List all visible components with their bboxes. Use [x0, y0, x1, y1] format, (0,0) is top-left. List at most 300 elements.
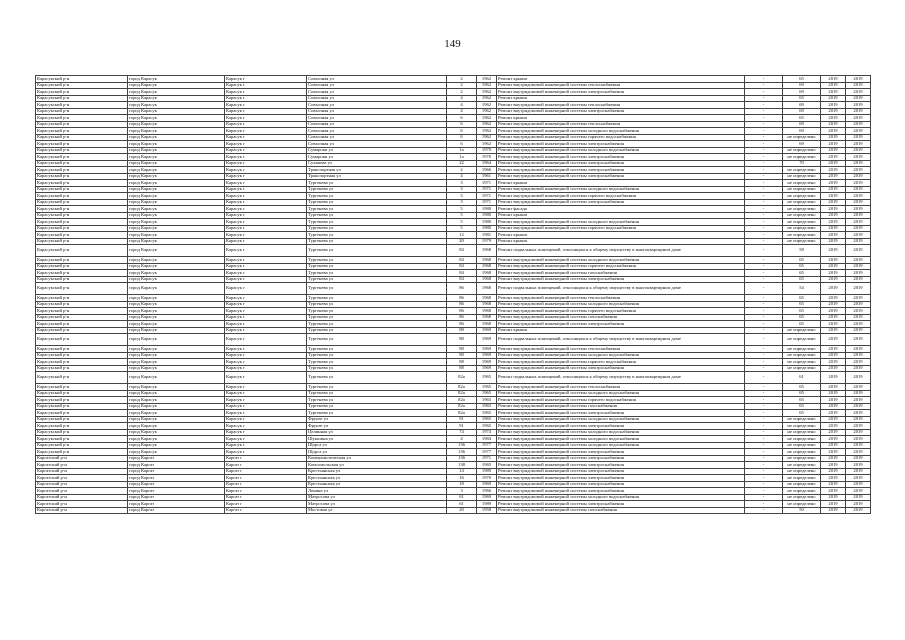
house-number-cell: 4: [447, 108, 477, 115]
cost-cell: не определено: [783, 365, 821, 372]
settlement-cell: Карасук г: [225, 199, 307, 206]
cost-cell: 69: [783, 89, 821, 96]
district-cell: Карасукский р-н: [36, 429, 128, 436]
end-year-cell: 2019: [846, 423, 871, 430]
end-year-cell: 2019: [846, 488, 871, 495]
street-cell: Комсомольская ул: [307, 462, 447, 469]
cost-cell: 65: [783, 314, 821, 321]
build-year-cell: 1989: [477, 468, 497, 475]
settlement-cell: Карасук г: [225, 429, 307, 436]
district-cell: Карасукский р-н: [36, 359, 128, 366]
end-year-cell: 2019: [846, 167, 871, 174]
work-type-cell: Ремонт внутридомовой инженерной системы горячего водоснабжения: [497, 397, 745, 404]
city-cell: город Карасук: [128, 193, 225, 200]
city-cell: город Карасук: [128, 95, 225, 102]
street-cell: Тургенева ул: [307, 410, 447, 417]
cost-cell: 69: [783, 128, 821, 135]
cost-cell: не определено: [783, 199, 821, 206]
work-type-cell: Ремонт внутридомовой инженерной системы электроснабжения: [497, 108, 745, 115]
street-cell: Тургенева ул: [307, 384, 447, 391]
district-cell: Карасукский р-н: [36, 121, 128, 128]
build-year-cell: 1968: [477, 257, 497, 264]
work-type-cell: Ремонт внутридомовой инженерной системы холодного водоснабжения: [497, 186, 745, 193]
district-cell: Карасукский р-н: [36, 232, 128, 239]
dash-cell: -: [745, 283, 783, 295]
end-year-cell: 2019: [846, 507, 871, 514]
end-year-cell: 2019: [846, 384, 871, 391]
work-type-cell: Ремонт крыши: [497, 212, 745, 219]
dash-cell: -: [745, 238, 783, 245]
work-type-cell: Ремонт крыши: [497, 238, 745, 245]
end-year-cell: 2019: [846, 219, 871, 226]
street-cell: Тургенева ул: [307, 238, 447, 245]
table-row: [36, 507, 871, 514]
street-cell: Совхозная ул: [307, 76, 447, 83]
street-cell: Тургенева ул: [307, 359, 447, 366]
end-year-cell: 2019: [846, 397, 871, 404]
start-year-cell: 2019: [821, 488, 846, 495]
start-year-cell: 2019: [821, 199, 846, 206]
settlement-cell: Карасук г: [225, 372, 307, 384]
work-type-cell: Ремонт внутридомовой инженерной системы электроснабжения: [497, 462, 745, 469]
start-year-cell: 2019: [821, 468, 846, 475]
cost-cell: не определено: [783, 475, 821, 482]
street-cell: Целинная ул: [307, 429, 447, 436]
street-cell: Тургенева ул: [307, 270, 447, 277]
street-cell: Щорса ул: [307, 449, 447, 456]
start-year-cell: 2019: [821, 212, 846, 219]
district-cell: Каргатский р-н: [36, 507, 128, 514]
city-cell: город Карасук: [128, 301, 225, 308]
cost-cell: 61: [783, 372, 821, 384]
cost-cell: 65: [783, 321, 821, 328]
settlement-cell: Карасук г: [225, 238, 307, 245]
start-year-cell: 2019: [821, 308, 846, 315]
settlement-cell: Карасук г: [225, 245, 307, 257]
city-cell: город Карасук: [128, 390, 225, 397]
start-year-cell: 2019: [821, 416, 846, 423]
city-cell: город Карасук: [128, 76, 225, 83]
district-cell: Карасукский р-н: [36, 283, 128, 295]
city-cell: город Карасук: [128, 257, 225, 264]
end-year-cell: 2019: [846, 180, 871, 187]
build-year-cell: 1971: [477, 193, 497, 200]
end-year-cell: 2019: [846, 429, 871, 436]
house-number-cell: 22: [447, 160, 477, 167]
build-year-cell: 1961: [477, 173, 497, 180]
house-number-cell: 86: [447, 321, 477, 328]
work-type-cell: Ремонт внутридомовой инженерной системы электроснабжения: [497, 173, 745, 180]
work-type-cell: Ремонт внутридомовой инженерной системы газоснабжения: [497, 403, 745, 410]
street-cell: Фрунзе ул: [307, 416, 447, 423]
dash-cell: -: [745, 147, 783, 154]
start-year-cell: 2019: [821, 76, 846, 83]
build-year-cell: 1968: [477, 295, 497, 302]
settlement-cell: Карасук г: [225, 270, 307, 277]
dash-cell: -: [745, 89, 783, 96]
dash-cell: -: [745, 199, 783, 206]
city-cell: город Карасук: [128, 238, 225, 245]
city-cell: город Карасук: [128, 102, 225, 109]
start-year-cell: 2019: [821, 154, 846, 161]
city-cell: город Карасук: [128, 219, 225, 226]
start-year-cell: 2019: [821, 219, 846, 226]
dash-cell: -: [745, 193, 783, 200]
district-cell: Карасукский р-н: [36, 384, 128, 391]
district-cell: Карасукский р-н: [36, 416, 128, 423]
end-year-cell: 2019: [846, 121, 871, 128]
dash-cell: -: [745, 219, 783, 226]
house-number-cell: 2: [447, 82, 477, 89]
district-cell: Карасукский р-н: [36, 134, 128, 141]
end-year-cell: 2019: [846, 327, 871, 334]
street-cell: Транспортная ул: [307, 167, 447, 174]
work-type-cell: Ремонт внутридомовой инженерной системы газоснабжения: [497, 270, 745, 277]
house-number-cell: 5: [447, 206, 477, 213]
work-type-cell: Ремонт внутридомовой инженерной системы горячего водоснабжения: [497, 193, 745, 200]
street-cell: Мостовая ул: [307, 507, 447, 514]
cost-cell: не определено: [783, 327, 821, 334]
start-year-cell: 2019: [821, 494, 846, 501]
district-cell: Карасукский р-н: [36, 108, 128, 115]
settlement-cell: Карасук г: [225, 365, 307, 372]
street-cell: Тургенева ул: [307, 397, 447, 404]
build-year-cell: 1974: [477, 429, 497, 436]
cost-cell: не определено: [783, 154, 821, 161]
house-number-cell: 82а: [447, 390, 477, 397]
start-year-cell: 2019: [821, 475, 846, 482]
cost-cell: 54: [783, 283, 821, 295]
build-year-cell: 1966: [477, 488, 497, 495]
house-number-cell: 16: [447, 475, 477, 482]
city-cell: город Карасук: [128, 314, 225, 321]
house-number-cell: 3: [447, 193, 477, 200]
settlement-cell: Карасук г: [225, 141, 307, 148]
dash-cell: -: [745, 410, 783, 417]
cost-cell: не определено: [783, 334, 821, 346]
city-cell: город Карасук: [128, 89, 225, 96]
district-cell: Карасукский р-н: [36, 82, 128, 89]
end-year-cell: 2019: [846, 128, 871, 135]
dash-cell: -: [745, 346, 783, 353]
city-cell: город Каргат: [128, 468, 225, 475]
work-type-cell: Ремонт внутридомовой инженерной системы электроснабжения: [497, 423, 745, 430]
dash-cell: -: [745, 397, 783, 404]
end-year-cell: 2019: [846, 442, 871, 449]
district-cell: Карасукский р-н: [36, 160, 128, 167]
house-number-cell: 84: [447, 245, 477, 257]
table-body: [36, 76, 871, 514]
street-cell: Тургенева ул: [307, 180, 447, 187]
cost-cell: 65: [783, 384, 821, 391]
start-year-cell: 2019: [821, 301, 846, 308]
settlement-cell: Каргат г: [225, 507, 307, 514]
dash-cell: -: [745, 481, 783, 488]
build-year-cell: 1968: [477, 314, 497, 321]
work-type-cell: Ремонт внутридомовой инженерной системы холодного водоснабжения: [497, 147, 745, 154]
page-number: 149: [444, 38, 461, 50]
cost-cell: 65: [783, 410, 821, 417]
district-cell: Карасукский р-н: [36, 436, 128, 443]
street-cell: Совхозная ул: [307, 121, 447, 128]
district-cell: Карасукский р-н: [36, 128, 128, 135]
end-year-cell: 2019: [846, 308, 871, 315]
street-cell: Тургенева ул: [307, 263, 447, 270]
district-cell: Карасукский р-н: [36, 372, 128, 384]
dash-cell: -: [745, 160, 783, 167]
street-cell: Тургенева ул: [307, 245, 447, 257]
start-year-cell: 2019: [821, 462, 846, 469]
start-year-cell: 2019: [821, 180, 846, 187]
district-cell: Каргатский р-н: [36, 475, 128, 482]
end-year-cell: 2019: [846, 352, 871, 359]
settlement-cell: Карасук г: [225, 449, 307, 456]
house-number-cell: 84: [447, 276, 477, 283]
end-year-cell: 2019: [846, 206, 871, 213]
work-type-cell: Ремонт внутридомовой инженерной системы горячего водоснабжения: [497, 308, 745, 315]
work-type-cell: Ремонт внутридомовой инженерной системы горячего водоснабжения: [497, 359, 745, 366]
dash-cell: -: [745, 429, 783, 436]
street-cell: Коммунистическая ул: [307, 455, 447, 462]
end-year-cell: 2019: [846, 276, 871, 283]
end-year-cell: 2019: [846, 193, 871, 200]
city-cell: город Карасук: [128, 449, 225, 456]
settlement-cell: Карасук г: [225, 384, 307, 391]
work-type-cell: Ремонт внутридомовой инженерной системы электроснабжения: [497, 455, 745, 462]
build-year-cell: 1962: [477, 141, 497, 148]
settlement-cell: Карасук г: [225, 390, 307, 397]
cost-cell: не определено: [783, 225, 821, 232]
house-number-cell: 86: [447, 295, 477, 302]
work-type-cell: Ремонт внутридомовой инженерной системы электроснабжения: [497, 321, 745, 328]
house-number-cell: 91: [447, 416, 477, 423]
settlement-cell: Карасук г: [225, 301, 307, 308]
street-cell: Сумароки ул: [307, 147, 447, 154]
city-cell: город Карасук: [128, 384, 225, 391]
end-year-cell: 2019: [846, 410, 871, 417]
settlement-cell: Карасук г: [225, 219, 307, 226]
district-cell: Карасукский р-н: [36, 327, 128, 334]
build-year-cell: 1971: [477, 199, 497, 206]
work-type-cell: Ремонт внутридомовой инженерной системы электроснабжения: [497, 154, 745, 161]
settlement-cell: Карасук г: [225, 410, 307, 417]
street-cell: Тургенева ул: [307, 372, 447, 384]
start-year-cell: 2019: [821, 442, 846, 449]
build-year-cell: 1977: [477, 449, 497, 456]
street-cell: Тургенева ул: [307, 334, 447, 346]
street-cell: Совхозная ул: [307, 134, 447, 141]
city-cell: город Карасук: [128, 327, 225, 334]
work-type-cell: Ремонт внутридомовой инженерной системы холодного водоснабжения: [497, 257, 745, 264]
street-cell: Тургенева ул: [307, 212, 447, 219]
end-year-cell: 2019: [846, 154, 871, 161]
start-year-cell: 2019: [821, 455, 846, 462]
end-year-cell: 2019: [846, 173, 871, 180]
house-number-cell: 82а: [447, 403, 477, 410]
street-cell: Тургенева ул: [307, 295, 447, 302]
settlement-cell: Карасук г: [225, 82, 307, 89]
work-type-cell: Ремонт внутридомовой инженерной системы теплоснабжения: [497, 82, 745, 89]
city-cell: город Карасук: [128, 276, 225, 283]
city-cell: город Карасук: [128, 134, 225, 141]
start-year-cell: 2019: [821, 410, 846, 417]
house-number-cell: 82а: [447, 372, 477, 384]
cost-cell: не определено: [783, 212, 821, 219]
house-number-cell: 88: [447, 346, 477, 353]
district-cell: Карасукский р-н: [36, 89, 128, 96]
city-cell: город Карасук: [128, 397, 225, 404]
cost-cell: 65: [783, 397, 821, 404]
build-year-cell: 1980: [477, 219, 497, 226]
house-number-cell: 91: [447, 423, 477, 430]
street-cell: Совхозная ул: [307, 102, 447, 109]
end-year-cell: 2019: [846, 455, 871, 462]
work-type-cell: Ремонт внутридомовой инженерной системы горячего водоснабжения: [497, 225, 745, 232]
cost-cell: 65: [783, 95, 821, 102]
dash-cell: -: [745, 263, 783, 270]
cost-cell: 65: [783, 276, 821, 283]
work-type-cell: Ремонт внутридомовой инженерной системы теплоснабжения: [497, 121, 745, 128]
start-year-cell: 2019: [821, 501, 846, 508]
house-number-cell: 4: [447, 173, 477, 180]
cost-cell: не определено: [783, 416, 821, 423]
build-year-cell: 1969: [477, 346, 497, 353]
district-cell: Карасукский р-н: [36, 186, 128, 193]
district-cell: Карасукский р-н: [36, 365, 128, 372]
build-year-cell: 1962: [477, 95, 497, 102]
district-cell: Каргатский р-н: [36, 501, 128, 508]
build-year-cell: 1964: [477, 160, 497, 167]
house-number-cell: 3: [447, 186, 477, 193]
street-cell: Тургенева ул: [307, 193, 447, 200]
dash-cell: -: [745, 372, 783, 384]
district-cell: Карасукский р-н: [36, 95, 128, 102]
work-type-cell: Ремонт фасада: [497, 206, 745, 213]
street-cell: Тургенева ул: [307, 314, 447, 321]
settlement-cell: Карасук г: [225, 193, 307, 200]
street-cell: Тургенева ул: [307, 390, 447, 397]
build-year-cell: 1968: [477, 276, 497, 283]
settlement-cell: Карасук г: [225, 283, 307, 295]
work-type-cell: Ремонт крыши: [497, 115, 745, 122]
build-year-cell: 1962: [477, 82, 497, 89]
end-year-cell: 2019: [846, 494, 871, 501]
district-cell: Карасукский р-н: [36, 173, 128, 180]
house-number-cell: 3: [447, 199, 477, 206]
house-number-cell: 3: [447, 488, 477, 495]
start-year-cell: 2019: [821, 449, 846, 456]
work-type-cell: Ремонт внутридомовой инженерной системы холодного водоснабжения: [497, 429, 745, 436]
build-year-cell: 1958: [477, 507, 497, 514]
cost-cell: 65: [783, 301, 821, 308]
dash-cell: -: [745, 455, 783, 462]
house-number-cell: 4: [447, 102, 477, 109]
work-type-cell: Ремонт внутридомовой инженерной системы теплоснабжения: [497, 102, 745, 109]
street-cell: Совхозная ул: [307, 95, 447, 102]
settlement-cell: Карасук г: [225, 263, 307, 270]
end-year-cell: 2019: [846, 372, 871, 384]
street-cell: Совхозная ул: [307, 89, 447, 96]
work-type-cell: Ремонт подвальных помещений, относящихся к общему имуществу в многоквартирном доме: [497, 372, 745, 384]
cost-cell: 65: [783, 263, 821, 270]
district-cell: Каргатский р-н: [36, 462, 128, 469]
start-year-cell: 2019: [821, 257, 846, 264]
build-year-cell: 1981: [477, 232, 497, 239]
city-cell: город Каргат: [128, 481, 225, 488]
cost-cell: не определено: [783, 468, 821, 475]
build-year-cell: 1962: [477, 76, 497, 83]
cost-cell: не определено: [783, 206, 821, 213]
end-year-cell: 2019: [846, 436, 871, 443]
work-type-cell: Ремонт внутридомовой инженерной системы холодного водоснабжения: [497, 219, 745, 226]
settlement-cell: Карасук г: [225, 167, 307, 174]
build-year-cell: 1980: [477, 225, 497, 232]
build-year-cell: 1965: [477, 416, 497, 423]
build-year-cell: 1965: [477, 397, 497, 404]
cost-cell: 65: [783, 390, 821, 397]
end-year-cell: 2019: [846, 321, 871, 328]
house-number-cell: 20: [447, 238, 477, 245]
district-cell: Карасукский р-н: [36, 334, 128, 346]
district-cell: Карасукский р-н: [36, 245, 128, 257]
city-cell: город Карасук: [128, 359, 225, 366]
district-cell: Каргатский р-н: [36, 488, 128, 495]
cost-cell: не определено: [783, 167, 821, 174]
dash-cell: -: [745, 507, 783, 514]
city-cell: город Карасук: [128, 352, 225, 359]
settlement-cell: Карасук г: [225, 89, 307, 96]
start-year-cell: 2019: [821, 321, 846, 328]
house-number-cell: 6: [447, 141, 477, 148]
work-type-cell: Ремонт крыши: [497, 95, 745, 102]
street-cell: Щорса ул: [307, 442, 447, 449]
district-cell: Карасукский р-н: [36, 352, 128, 359]
dash-cell: -: [745, 115, 783, 122]
cost-cell: 65: [783, 295, 821, 302]
start-year-cell: 2019: [821, 481, 846, 488]
work-type-cell: Ремонт крыши: [497, 327, 745, 334]
cost-cell: не определено: [783, 346, 821, 353]
work-type-cell: Ремонт внутридомовой инженерной системы теплоснабжения: [497, 295, 745, 302]
end-year-cell: 2019: [846, 359, 871, 366]
dash-cell: -: [745, 442, 783, 449]
end-year-cell: 2019: [846, 346, 871, 353]
district-cell: Карасукский р-н: [36, 423, 128, 430]
end-year-cell: 2019: [846, 301, 871, 308]
build-year-cell: 1971: [477, 180, 497, 187]
work-type-cell: Ремонт подвальных помещений, относящихся к общему имуществу в многоквартирном доме: [497, 334, 745, 346]
district-cell: Карасукский р-н: [36, 115, 128, 122]
build-year-cell: 1962: [477, 102, 497, 109]
settlement-cell: Каргат г: [225, 501, 307, 508]
cost-cell: не определено: [783, 219, 821, 226]
district-cell: Карасукский р-н: [36, 225, 128, 232]
street-cell: Матросова ул: [307, 494, 447, 501]
house-number-cell: 2: [447, 76, 477, 83]
city-cell: город Карасук: [128, 346, 225, 353]
build-year-cell: 1968: [477, 321, 497, 328]
city-cell: город Карасук: [128, 141, 225, 148]
dash-cell: -: [745, 212, 783, 219]
end-year-cell: 2019: [846, 365, 871, 372]
house-number-cell: 6: [447, 115, 477, 122]
dash-cell: -: [745, 449, 783, 456]
street-cell: Крестьянская ул: [307, 475, 447, 482]
build-year-cell: 1970: [477, 154, 497, 161]
work-type-cell: Ремонт внутридомовой инженерной системы холодного водоснабжения: [497, 436, 745, 443]
cost-cell: не определено: [783, 455, 821, 462]
house-number-cell: 86: [447, 314, 477, 321]
